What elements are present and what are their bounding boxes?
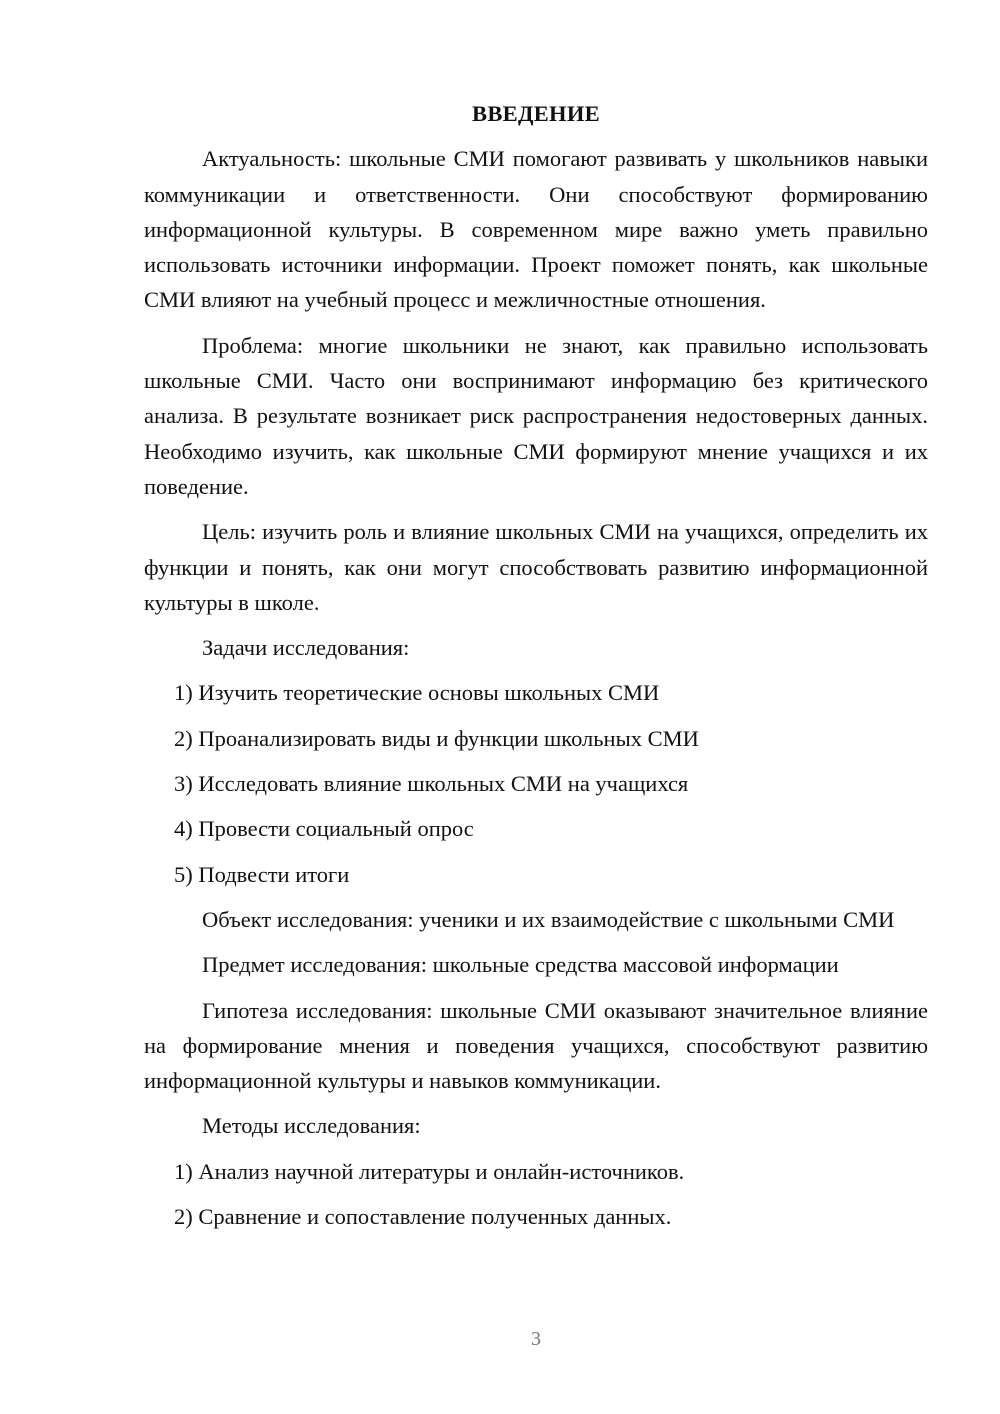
- task-item-3: 3) Исследовать влияние школьных СМИ на учащихся: [174, 771, 689, 797]
- method-item-2: 2) Сравнение и сопоставление полученных данных.: [174, 1204, 672, 1230]
- section-heading: ВВЕДЕНИЕ: [472, 101, 600, 126]
- object-paragraph: Объект исследования: ученики и их взаимодействие с школьными СМИ: [202, 906, 895, 932]
- method-item-1: 1) Анализ научной литературы и онлайн-источников.: [174, 1158, 685, 1184]
- relevance-paragraph: Актуальность: школьные СМИ помогают развивать у школьников навыки коммуникации и ответственности. Они способствуют формированию информационной культуры. В современном мире важно уметь правильно использовать источники информации. Проект поможет понять, как школьные СМИ влияют на учебный процесс и межличностные отношения.: [144, 146, 928, 313]
- page-content: [144, 96, 928, 1244]
- task-item-5: 5) Подвести итоги: [174, 861, 350, 887]
- goal-paragraph: Цель: изучить роль и влияние школьных СМИ на учащихся, определить их функции и понять, как они могут способствовать развитию информационной культуры в школе.: [144, 519, 928, 615]
- problem-paragraph: Проблема: многие школьники не знают, как правильно использовать школьные СМИ. Часто они воспринимают информацию без критического анализа. В результате возникает риск распространения недостоверных данных. Необходимо изучить, как школьные СМИ формируют мнение учащихся и их поведение.: [144, 332, 928, 499]
- tasks-label: Задачи исследования:: [202, 635, 410, 661]
- task-item-1: 1) Изучить теоретические основы школьных СМИ: [174, 680, 660, 706]
- task-item-4: 4) Провести социальный опрос: [174, 816, 474, 842]
- hypothesis-paragraph: Гипотеза исследования: школьные СМИ оказывают значительное влияние на формирование мнения и поведения учащихся, способствуют развитию информационной культуры и навыков коммуникации.: [144, 997, 928, 1094]
- methods-label: Методы исследования:: [202, 1113, 421, 1139]
- page-number: 3: [531, 1328, 541, 1350]
- subject-paragraph: Предмет исследования: школьные средства массовой информации: [202, 952, 839, 978]
- task-item-2: 2) Проанализировать виды и функции школьных СМИ: [174, 725, 699, 751]
